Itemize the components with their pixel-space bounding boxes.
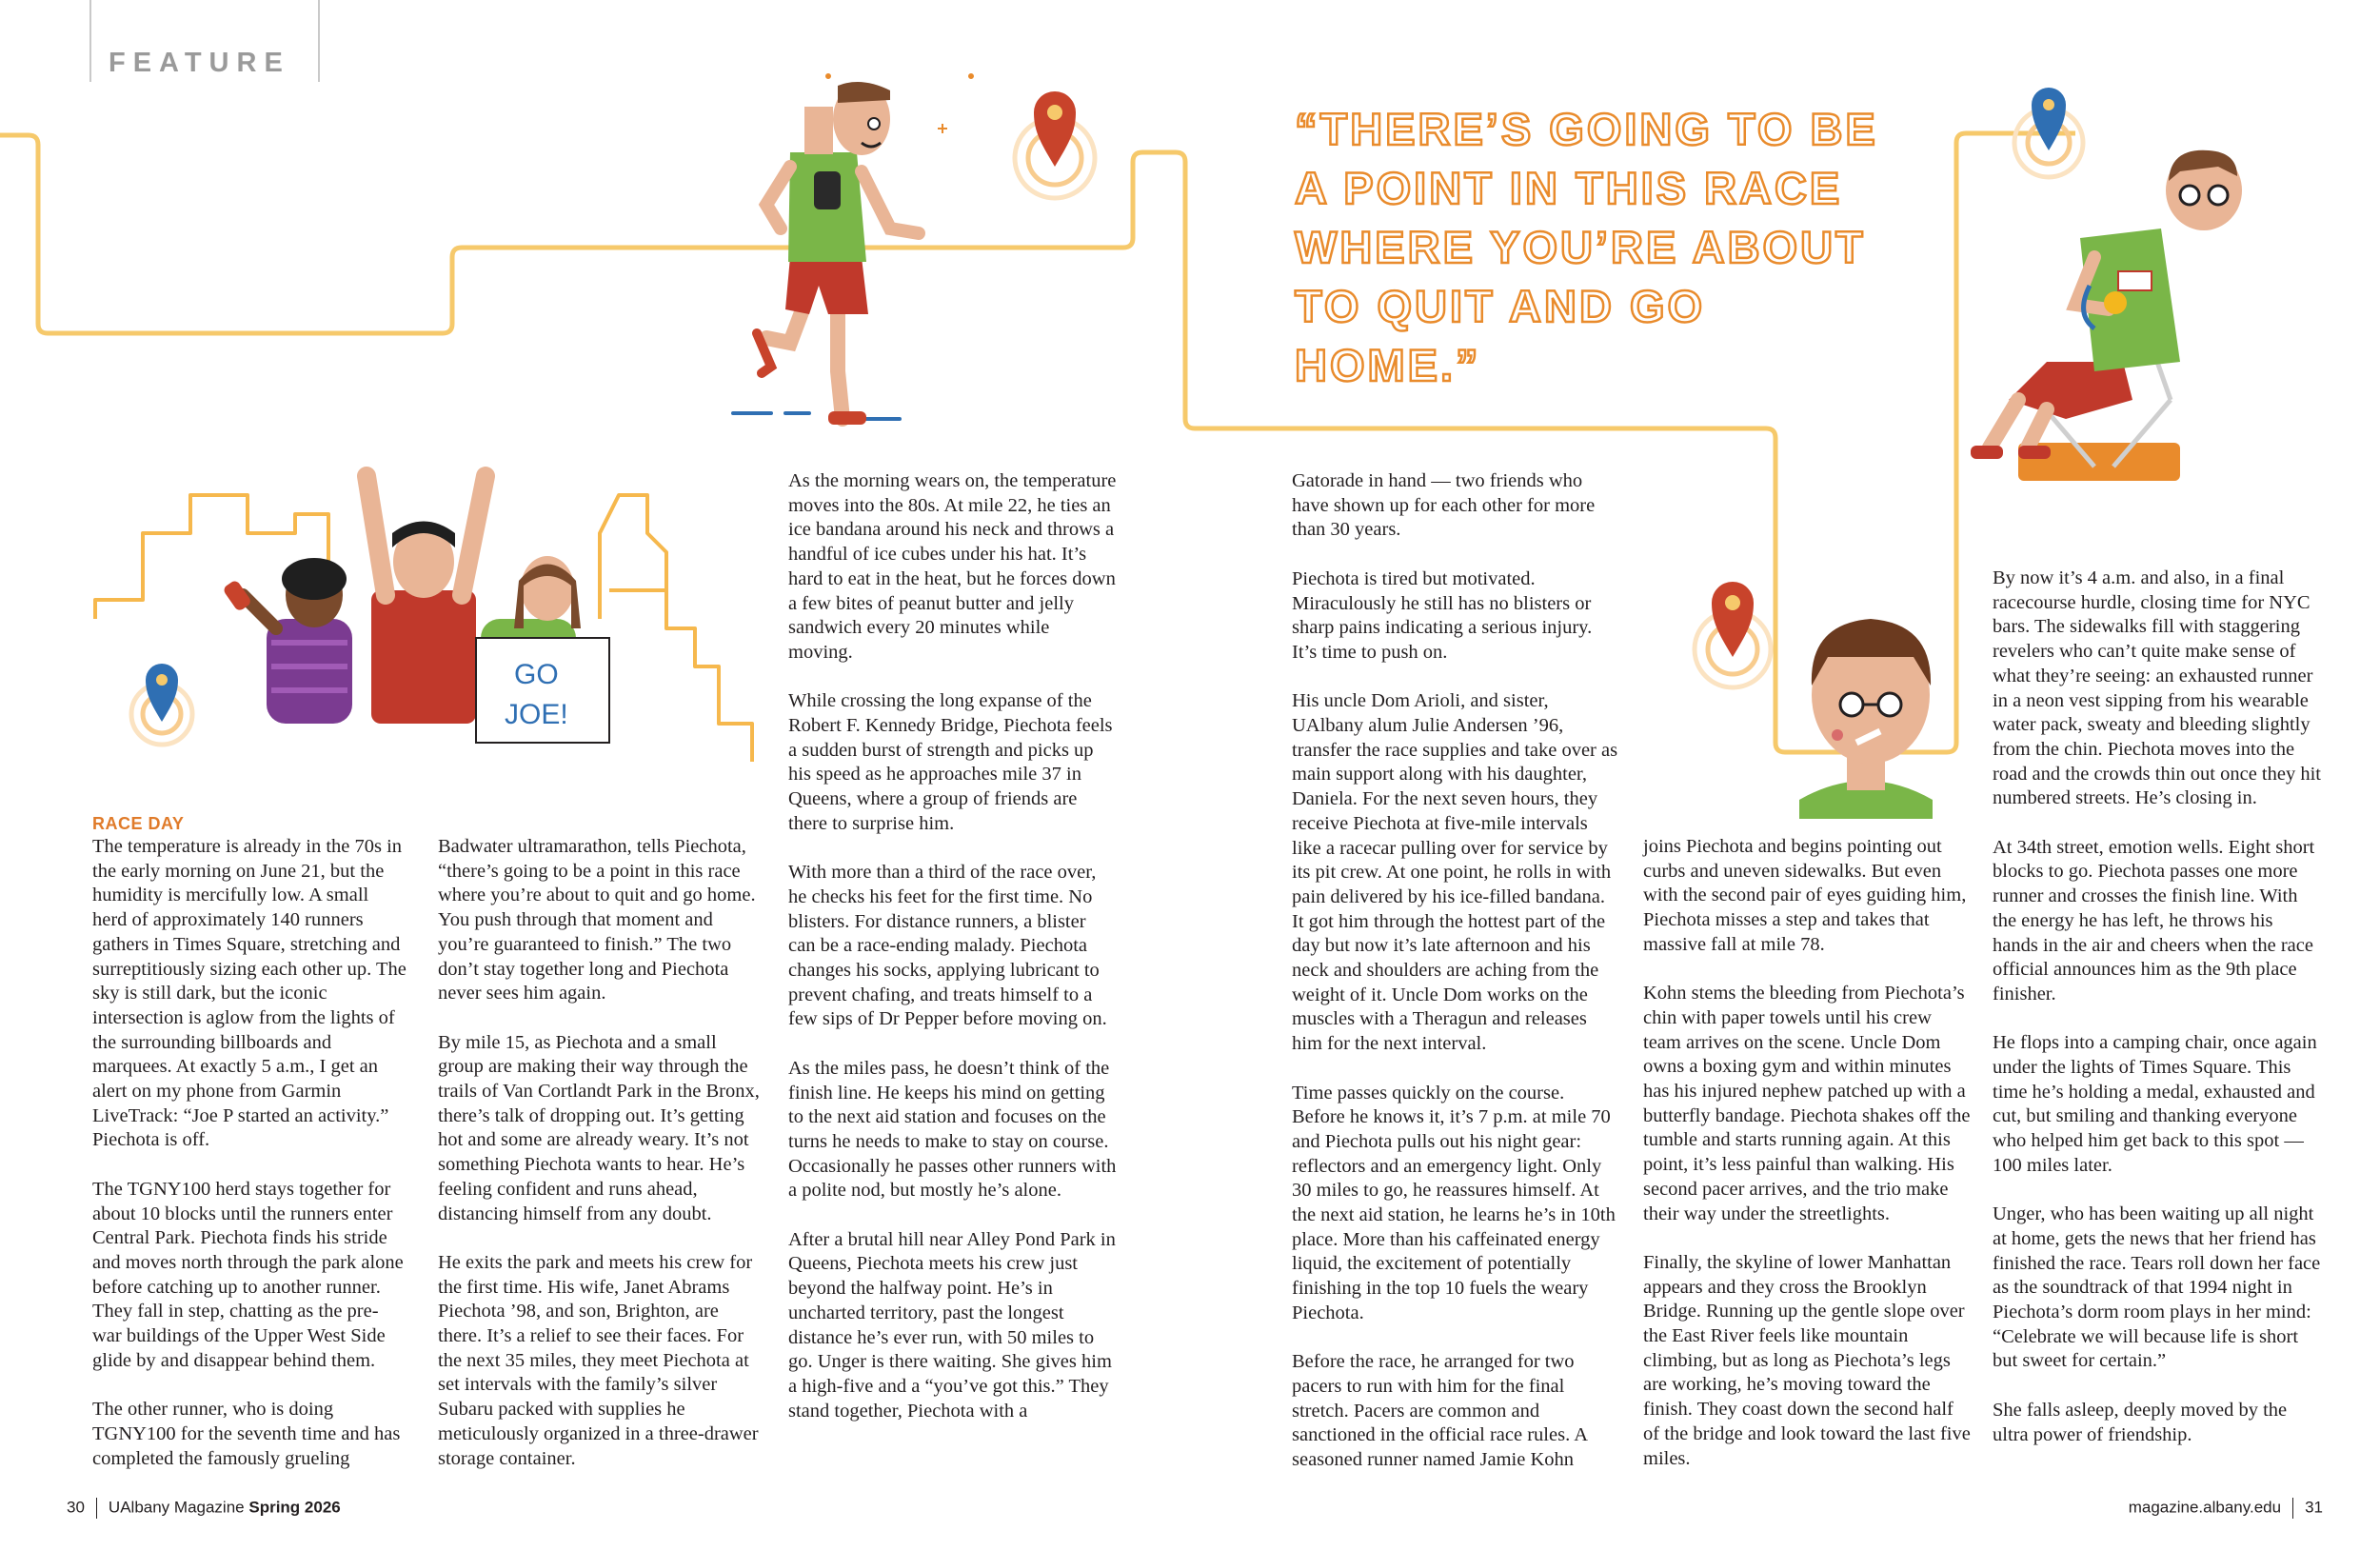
paragraph: While crossing the long expanse of the Robert F. Kennedy Bridge, Piechota feels a sudden burst of strength and picks up his speed as he approaches mile 37 in Queens, where a group of friends are there to surprise him. xyxy=(788,690,1113,834)
article-column-4 xyxy=(1292,469,1620,1497)
map-pin-icon xyxy=(1015,91,1095,198)
paragraph: His uncle Dom Arioli, and sister, UAlbany alum Julie Andersen ’96, transfer the race supplies and take over as main support along with his daughter, Daniela. For the next seven hours, they receive Piechota at five-mile intervals like a racecar pulling over for service by its pit crew. At one point, he rolls in with pain delivered by his ice-filled bandana. It got him through the hottest part of the day but now it’s late afternoon and his neck and shoulders are aching from the weight of it. Uncle Dom works on the muscles with a Theragun and releases him for the next interval. xyxy=(1292,690,1618,1055)
paragraph: Before the race, he arranged for two pacers to run with him for the final stretch. Pacers are common and sanctioned in the official race rules. A seasoned runner named Jamie Kohn xyxy=(1292,1351,1587,1471)
issue-label: Spring 2026 xyxy=(248,1498,341,1517)
paragraph: Badwater ultramarathon, tells Piechota, “there’s going to be a point in this race where you’re about to quit and go home. You push through that moment and you’re guaranteed to finish.” The two don’t stay together long and Piechota never sees him again. xyxy=(438,836,756,1004)
section-label: FEATURE xyxy=(109,48,290,78)
paragraph: Gatorade in hand — two friends who have shown up for each other for more than 30 years. xyxy=(1292,470,1596,541)
article-column-5 xyxy=(1643,835,1972,1496)
paragraph: Unger, who has been waiting up all night at home, gets the news that her friend has finished the race. Tears roll down her face as the soundtrack of that 1994 night in Piechota’s dorm room plays in her mind: “Celebrate we will because life is short but sweet for certain.” xyxy=(1993,1203,2321,1372)
paragraph: He flops into a camping chair, once again under the lights of Times Square. This time he’s holding a medal, exhausted and cut, but smiling and thanking everyone who helped him get back to this spot — 100 miles later. xyxy=(1993,1032,2317,1176)
footer-left xyxy=(67,1498,341,1519)
magazine-name: UAlbany Magazine xyxy=(108,1498,245,1517)
article-column-3 xyxy=(788,469,1117,1448)
paragraph: Time passes quickly on the course. Before he knows it, it’s 7 p.m. at mile 70 and Piechota pulls out his night gear: reflectors and an emergency light. Only 30 miles to go, he reassures himself. At the next aid station, he learns he’s in 10th place. More than his caffeinated energy liquid, the excitement of potentially finishing in the top 10 fuels the weary Piechota. xyxy=(1292,1082,1616,1323)
paragraph: By mile 15, as Piechota and a small group are making their way through the trails of Van Cortlandt Park in the Bronx, there’s talk of dropping out. It’s getting hot and some are already weary. It’s not something Piechota wants to hear. He’s feeling confident and runs ahead, distancing himself from any doubt. xyxy=(438,1031,760,1224)
paragraph: As the morning wears on, the temperature moves into the 80s. At mile 22, he ties an ice bandana around his neck and throws a handful of ice cubes under his hat. It’s hard to eat in the heat, but he forces down a few bites of peanut butter and jelly sandwich every 20 minutes while moving. xyxy=(788,470,1117,663)
sign-line1: GO xyxy=(514,659,559,690)
map-pin-icon xyxy=(1695,582,1771,687)
paragraph: By now it’s 4 a.m. and also, in a final racecourse hurdle, closing time for NYC bars. The sidewalks fill with staggering revelers who can’t quite make sense of what they’re seeing: an exhausted runner in a neon vest sipping from his wearable water pack, sweaty and bleeding slightly from the chin. Piechota moves into the road and the crowds thin out once they hit numbered streets. He’s closing in. xyxy=(1993,567,2321,809)
footer-divider xyxy=(96,1498,97,1519)
seated-runner-illustration xyxy=(1971,150,2242,481)
article-column-2 xyxy=(438,835,764,1496)
section-heading: RACE DAY xyxy=(92,814,185,833)
footer-divider xyxy=(2292,1498,2293,1519)
paragraph: The TGNY100 herd stays together for about 10 blocks until the runners enter Central Park. Piechota finds his stride and moves north through the park alone before catching up to another runner. They fall in step, chatting as the pre-war buildings of the Upper West Side glide by and disappear behind them. xyxy=(92,1178,404,1371)
paragraph: As the miles pass, he doesn’t think of the finish line. He keeps his mind on getting to the next aid station and focuses on the turns he needs to make to stay on course. Occasionally he passes other runners with a polite nod, but mostly he’s alone. xyxy=(788,1057,1117,1202)
sign-line2: JOE! xyxy=(505,699,568,730)
paragraph: With more than a third of the race over, he checks his feet for the first time. No blisters. For distance runners, a blister can be a race-ending malady. Piechota changes his socks, applying lubricant to prevent chafing, and treats himself to a few sips of Dr Pepper before moving on. xyxy=(788,862,1107,1030)
page-number-left: 30 xyxy=(67,1498,85,1517)
footer-right xyxy=(2129,1498,2323,1519)
page-number-right: 31 xyxy=(2305,1498,2323,1517)
paragraph: Piechota is tired but motivated. Miraculously he still has no blisters or sharp pains indicating a serious injury. It’s time to push on. xyxy=(1292,567,1593,663)
crowd-illustration xyxy=(222,476,609,743)
paragraph: The other runner, who is doing TGNY100 for the seventh time and has completed the famously grueling xyxy=(92,1399,401,1469)
paragraph: At 34th street, emotion wells. Eight short blocks to go. Piechota passes one more runner and crosses the finish line. With the energy he has left, he throws his hands in the air and cheers when the race official announces him as the 9th place finisher. xyxy=(1993,836,2315,1004)
pull-quote: “THERE’S GOING TO BE A POINT IN THIS RACE WHERE YOU’RE ABOUT TO QUIT AND GO HOME.” xyxy=(1295,104,1878,390)
paragraph: Kohn stems the bleeding from Piechota’s chin with paper towels until his crew team arrives on the scene. Uncle Dom owns a boxing gym and within minutes has his injured nephew patched up with a butterfly bandage. Piechota shakes off the tumble and starts running again. At this point, it’s less painful than walking. His second pacer arrives, and the trio make their way under the streetlights. xyxy=(1643,983,1971,1224)
website-url[interactable]: magazine.albany.edu xyxy=(2128,1498,2282,1517)
paragraph: He exits the park and meets his crew for the first time. His wife, Janet Abrams Piechota ’98, and son, Brighton, are there. It’s a relief to see their faces. For the next 35 miles, they meet Piechota at set intervals with the family’s silver Subaru packed with supplies he meticulously organized in a three-drawer storage container. xyxy=(438,1251,759,1469)
paragraph: After a brutal hill near Alley Pond Park in Queens, Piechota meets his crew just beyond the halfway point. He’s in uncharted territory, past the longest distance he’s ever run, with 50 miles to go. Unger is there waiting. She gives him a high-five and a “you’ve got this.” They stand together, Piechota with a xyxy=(788,1228,1116,1422)
paragraph: Finally, the skyline of lower Manhattan appears and they cross the Brooklyn Bridge. Running up the gentle slope over the East River feels like mountain climbing, but as long as Piechota’s legs are working, he’s moving toward the finish. They coast down the second half of the bridge and look toward the last five miles. xyxy=(1643,1251,1971,1469)
article-column-6 xyxy=(1993,567,2321,1472)
paragraph: joins Piechota and begins pointing out curbs and uneven sidewalks. But even with the second pair of eyes guiding him, Piechota misses a step and takes that massive fall at mile 78. xyxy=(1643,836,1967,955)
article-column-1 xyxy=(92,812,407,1496)
paragraph: The temperature is already in the 70s in the early morning on June 21, but the humidity is mercifully low. A small herd of approximately 140 runners gathers in Times Square, stretching and surreptitiously sizing each other up. The sky is still dark, but the iconic intersection is aglow from the lights of the surrounding billboards and marquees. At exactly 5 a.m., I get an alert on my phone from Garmin LiveTrack: “Joe P started an activity.” Piechota is off. xyxy=(92,836,407,1151)
paragraph: She falls asleep, deeply moved by the ultra power of friendship. xyxy=(1993,1399,2288,1445)
map-pin-icon xyxy=(131,664,192,745)
injured-runner-illustration xyxy=(1799,619,1933,819)
runner-illustration xyxy=(733,82,976,425)
